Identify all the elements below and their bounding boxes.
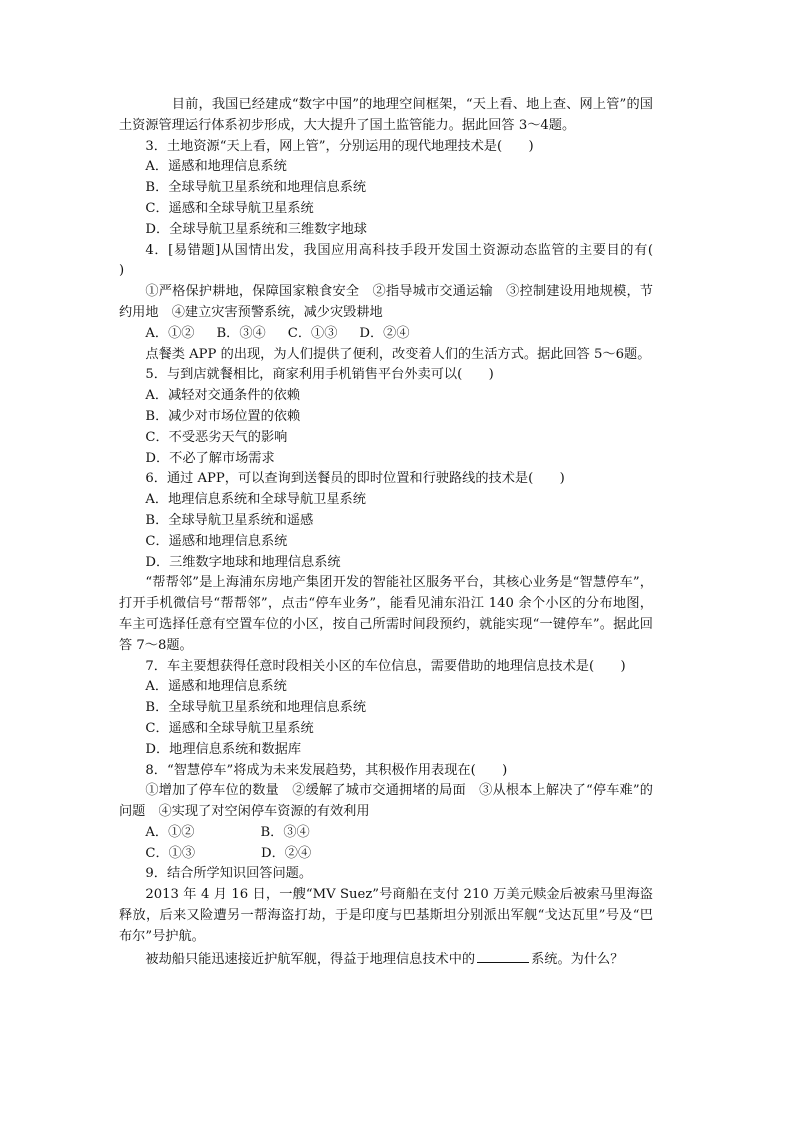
- question-8-option-b: B．③④: [260, 824, 310, 840]
- question-6-stem: 6．通过 APP，可以查询到送餐员的即时位置和行驶路线的技术是( ): [145, 471, 565, 487]
- question-3-stem: 3．土地资源“天上看，网上管”，分别运用的现代地理技术是( ): [145, 138, 534, 154]
- question-6-option-b: B．全球导航卫星系统和遥感: [145, 512, 314, 528]
- question-4-items: ①严格保护耕地，保障国家粮食安全 ②指导城市交通运输 ③控制建设用地规模，节约用地 ④建立灾害预警系统，减少灾毁耕地: [119, 284, 653, 320]
- question-8-items: ①增加了停车位的数量 ②缓解了城市交通拥堵的局面 ③从根本上解决了“停车难”的问题 ④实现了对空闲停车资源的有效利用: [119, 783, 653, 820]
- question-9-ask: [119, 948, 653, 971]
- question-5-option-c: C．不受恶劣天气的影响: [145, 429, 288, 445]
- question-5-option-a: A．减轻对交通条件的依赖: [145, 388, 300, 404]
- question-8-option-d: D．②④: [261, 845, 312, 861]
- question-3-option-c: C．遥感和全球导航卫星系统: [145, 200, 314, 216]
- question-7-option-a: A．遥感和地理信息系统: [145, 679, 287, 695]
- question-3-option-a: A．遥感和地理信息系统: [145, 159, 287, 175]
- question-8-options-row-2: [119, 844, 653, 865]
- question-4-option-d: D．②④: [359, 325, 410, 341]
- question-3-option-b: B．全球导航卫星系统和地理信息系统: [145, 180, 367, 196]
- question-7-option-c: C．遥感和全球导航卫星系统: [145, 720, 314, 736]
- question-9-ask-before: 被劫船只能迅速接近护航军舰，得益于地理信息技术中的: [145, 951, 476, 967]
- question-3-option-d: D．全球导航卫星系统和三维数字地球: [145, 221, 367, 237]
- question-5-option-b: B．减少对市场位置的依赖: [145, 408, 301, 424]
- question-7-option-b: B．全球导航卫星系统和地理信息系统: [145, 700, 367, 716]
- question-7-stem: 7．车主要想获得任意时段相关小区的车位信息，需要借助的地理信息技术是( ): [145, 658, 626, 674]
- question-4-option-c: C．①③: [287, 325, 338, 341]
- question-9-material: 2013 年 4 月 16 日，一艘“MV Suez”号商船在支付 210 万美元赎金后被索马里海盗释放，后来又险遭另一帮海盗打劫，于是印度与巴基斯坦分别派出军舰“戈达瓦里”号及“巴布尔”号护航。: [119, 887, 653, 944]
- question-8-stem: 8．“智慧停车”将成为未来发展趋势，其积极作用表现在( ): [145, 762, 508, 778]
- question-6-option-c: C．遥感和地理信息系统: [145, 533, 288, 549]
- question-9-stem: 9．结合所学知识回答问题。: [145, 866, 313, 882]
- document-page: [119, 95, 680, 970]
- question-8-option-a: A．①②: [145, 824, 195, 840]
- question-4-options: [119, 324, 653, 345]
- question-4-option-b: B．③④: [216, 325, 266, 341]
- passage-intro-7-8: “帮帮邻”是上海浦东房地产集团开发的智能社区服务平台，其核心业务是“智慧停车”，打开手机微信号“帮帮邻”，点击“停车业务”，能看见浦东沿江 140 余个小区的分布地图，车主可选择任意有空置车位的小区，按自己所需时间段预约，就能实现“一键停车”。据此回答 7～8题。: [119, 575, 653, 653]
- passage-intro-5-6: 点餐类 APP 的出现，为人们提供了便利，改变着人们的生活方式。据此回答 5～6题。: [145, 346, 651, 362]
- answer-blank[interactable]: [477, 948, 529, 963]
- question-6-option-a: A．地理信息系统和全球导航卫星系统: [145, 492, 366, 508]
- question-4-stem: 4．[易错题]从国情出发，我国应用高科技手段开发国土资源动态监管的主要目的有( ): [119, 242, 680, 279]
- question-5-stem: 5．与到店就餐相比，商家利用手机销售平台外卖可以( ): [145, 367, 494, 383]
- question-7-option-d: D．地理信息系统和数据库: [145, 741, 302, 757]
- question-8-option-c: C．①③: [145, 845, 196, 861]
- question-6-option-d: D．三维数字地球和地理信息系统: [145, 554, 341, 570]
- passage-intro-3-4: 目前，我国已经建成“数字中国”的地理空间框架，“天上看、地上查、网上管”的国土资源管理运行体系初步形成，大大提升了国土监管能力。据此回答 3～4题。: [119, 97, 653, 133]
- question-4-option-a: A．①②: [145, 325, 195, 341]
- question-5-option-d: D．不必了解市场需求: [145, 450, 275, 466]
- question-9-ask-after: 系统。为什么？: [531, 951, 624, 967]
- question-8-options-row-1: [119, 823, 653, 844]
